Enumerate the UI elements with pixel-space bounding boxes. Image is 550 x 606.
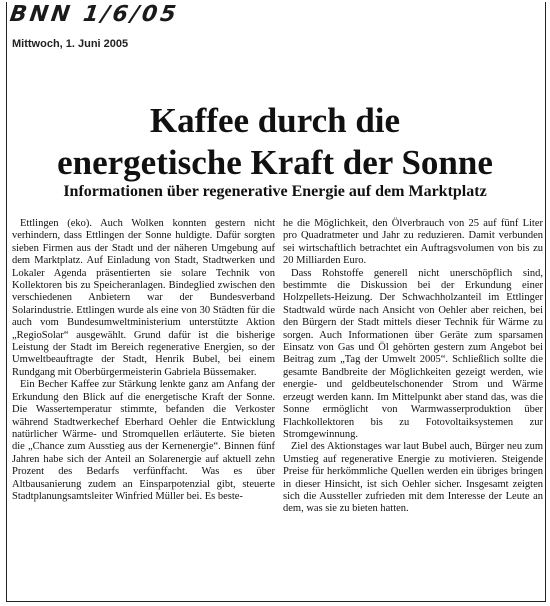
dateline: Mittwoch, 1. Juni 2005 — [12, 38, 129, 50]
paragraph: Ettlingen (eko). Auch Wolken konnten gestern nicht verhindern, dass Ettlingen der Sonne huldigte. Dafür sorgten sieben Firmen aus der Stadt und der näheren Umgebung auf dem Marktplatz. Auf Einladung von Stadt, Stadtwerken und Lokaler Agenda präsentierten sie solare Technik von Kollektoren bis zu Speicheranlagen. Bindeglied zwischen den verschiedenen Anbietern war der Bundesverband Solarindustrie. Ettlingen wurde als eine von 30 Städten für die auch vom Bundesumweltministerium unterstützte Aktion „RegioSolar“ ausgewählt. Grund dafür ist die bisherige Leistung der Stadt im Bereich regenerative Energien, so der Umweltbeauftragte der Stadt, Henrik Bubel, bei einem Rundgang mit Oberbürgermeisterin Gabriela Büssemaker. — [12, 218, 275, 378]
headline-line-2: energetische Kraft der Sonne — [57, 143, 493, 182]
handwritten-note: BNN 1/6/05 — [8, 2, 181, 27]
headline-line-1: Kaffee durch die — [149, 101, 401, 140]
paragraph: Dass Rohstoffe generell nicht unerschöpflich sind, bestimmte die Diskussion bei der Erkundung einer Holzpellets-Heizung. Der Schwachholzanteil im Ettlinger Stadtwald würde nach Ansicht von Oehler aber reichen, bei den Bürgern der Stadt mittels dieser Technik für Wärme zu sorgen. Auch Informationen über Geräte zum sparsamen Einsatz von Gas und Öl gehörten gestern zum Angebot bei Beitrag zum „Tag der Umwelt 2005“. Schließlich sollte die gesamte Bandbreite der Möglichkeiten gezeigt werden, wie energie- und geldbeutelschonender Strom und Wärme erzeugt werden kann. Im Mittelpunkt aber stand das, was die Sonne ermöglicht von Warmwasserproduktion über Flachkollektoren bis zu Fotovoltaiksystemen zur Stromgewinnung. — [283, 267, 543, 440]
paragraph: Ein Becher Kaffee zur Stärkung lenkte ganz am Anfang der Erkundung den Blick auf die energetische Kraft der Sonne. Die Wassertemperatur stimmte, befanden die Verkoster während Stadtwerkechef Eberhard Oehler die Entwicklung natürlicher Wärme- und Stromquellen erläuterte. Sie bieten die „Chance zum Ausstieg aus der Kernenergie“. Binnen fünf Jahren habe sich der Anteil an Solarenergie auf aktuell zehn Prozent des Bedarfs verfünffacht. Was es über Altbausanierung zudem an Einsparpotenzial gibt, steuerte Stadtplanungsamtsleiter Winfried Müller bei. Es beste- — [12, 379, 275, 502]
article-column-right — [283, 218, 543, 516]
headline — [0, 100, 550, 184]
paragraph: he die Möglichkeit, den Ölverbrauch von 25 auf fünf Liter pro Quadratmeter und Jahr zu reduzieren. Damit verbunden sei wirtschaftlich betrachtet ein Auftragsvolumen von bis zu 20 Milliarden Euro. — [283, 218, 543, 267]
subheadline: Informationen über regenerative Energie auf dem Marktplatz — [63, 183, 487, 200]
article-column-left — [12, 218, 275, 503]
paragraph: Ziel des Aktionstages war laut Bubel auch, Bürger neu zum Umstieg auf regenerative Energie zu motivieren. Steigende Preise für herkömmliche Quellen werden ein übriges bringen in dieser Hinsicht, ist sich Oehler sicher. Insgesamt zeigten sich die Aussteller zufrieden mit dem Interesse der Leute an dem, was sie zu bieten hatten. — [283, 441, 543, 515]
